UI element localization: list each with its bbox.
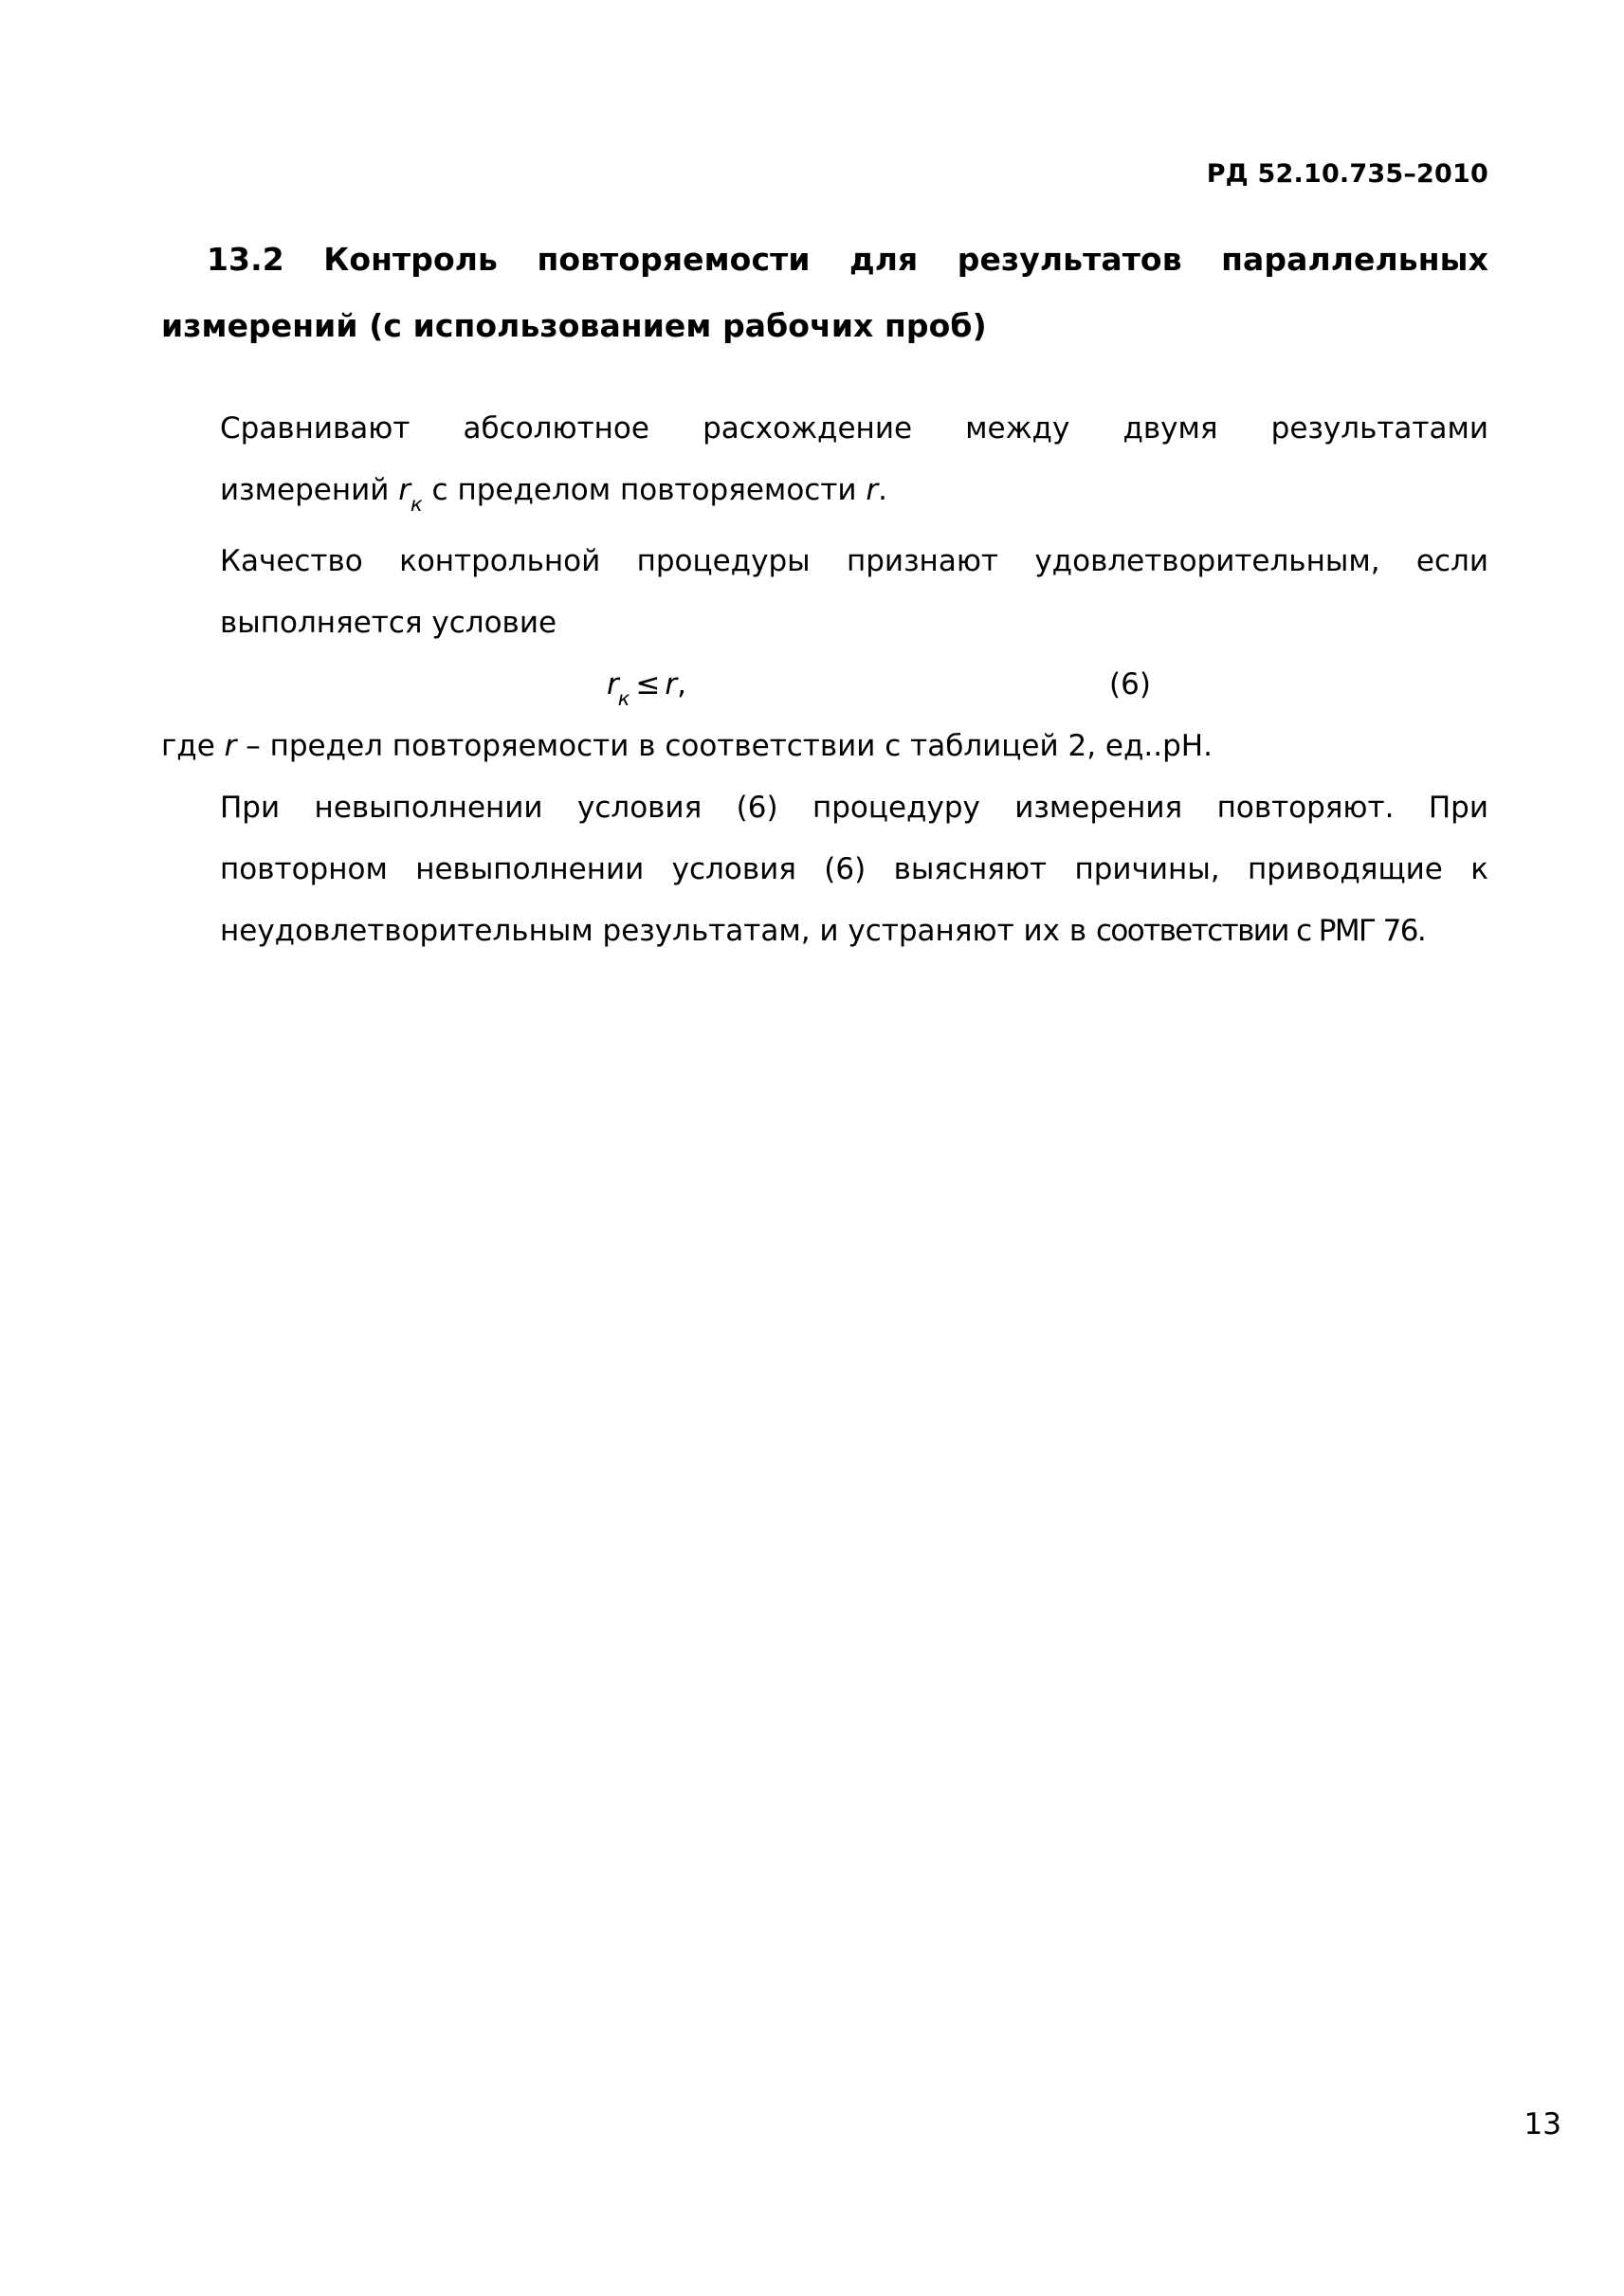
paragraph-where	[161, 716, 1488, 777]
paragraph-quality-line-1: Качество контрольной процедуры признают удовлетворительным, если	[220, 544, 1488, 579]
formula-rhs: r	[665, 667, 678, 702]
paragraph-compare-line-1: Сравнивают абсолютное расхождение между двумя результатами	[220, 411, 1488, 446]
section-heading-line-2: измерений (с использованием рабочих проб)	[161, 307, 987, 345]
where-text: – предел повторяемости в соответствии с таблицей 2, ед..рН.	[236, 729, 1213, 764]
formula-operator: ≤	[635, 667, 661, 702]
paragraph-where-line-1	[161, 716, 1488, 777]
failure-text-b: соответствии с РМГ 76.	[1095, 914, 1426, 949]
where-prefix: где	[161, 729, 225, 764]
paragraph-compare	[161, 398, 1488, 531]
section-heading-line-1: 13.2 Контроль повторяемости для результатов параллельных	[207, 241, 1488, 279]
body-text	[161, 398, 1488, 962]
formula-row	[161, 654, 1488, 716]
formula-number: (6)	[1109, 667, 1151, 702]
formula-lhs-subscript: к	[617, 687, 630, 711]
symbol-r-subscript: к	[411, 493, 423, 517]
section-heading	[161, 227, 1488, 359]
text-after: .	[878, 473, 887, 507]
symbol-r-2: r	[866, 473, 879, 507]
where-symbol-r: r	[224, 729, 237, 764]
page-number: 13	[1524, 2107, 1561, 2141]
paragraph-failure-line-1: При невыполнении условия (6) процедуру измерения повторяют. При	[220, 791, 1488, 826]
formula-expression	[607, 654, 686, 725]
paragraph-quality	[161, 531, 1488, 654]
failure-text-a: неудовлетворительным результатам, и устраняют их в	[220, 914, 1096, 949]
text-before-rk: измерений	[220, 473, 399, 507]
formula-comma: ,	[677, 667, 687, 702]
text-mid: с пределом повторяемости	[422, 473, 867, 507]
formula-lhs: r	[607, 667, 619, 702]
symbol-r: r	[398, 473, 411, 507]
paragraph-compare-line-2	[161, 460, 1488, 531]
paragraph-failure-line-2: повторном невыполнении условия (6) выясняют причины, приводящие к	[220, 852, 1488, 887]
paragraph-quality-line-2: выполняется условие	[220, 606, 557, 641]
running-header: РД 52.10.735–2010	[1206, 159, 1488, 189]
paragraph-failure	[161, 777, 1488, 962]
paragraph-failure-line-3	[161, 901, 1488, 962]
